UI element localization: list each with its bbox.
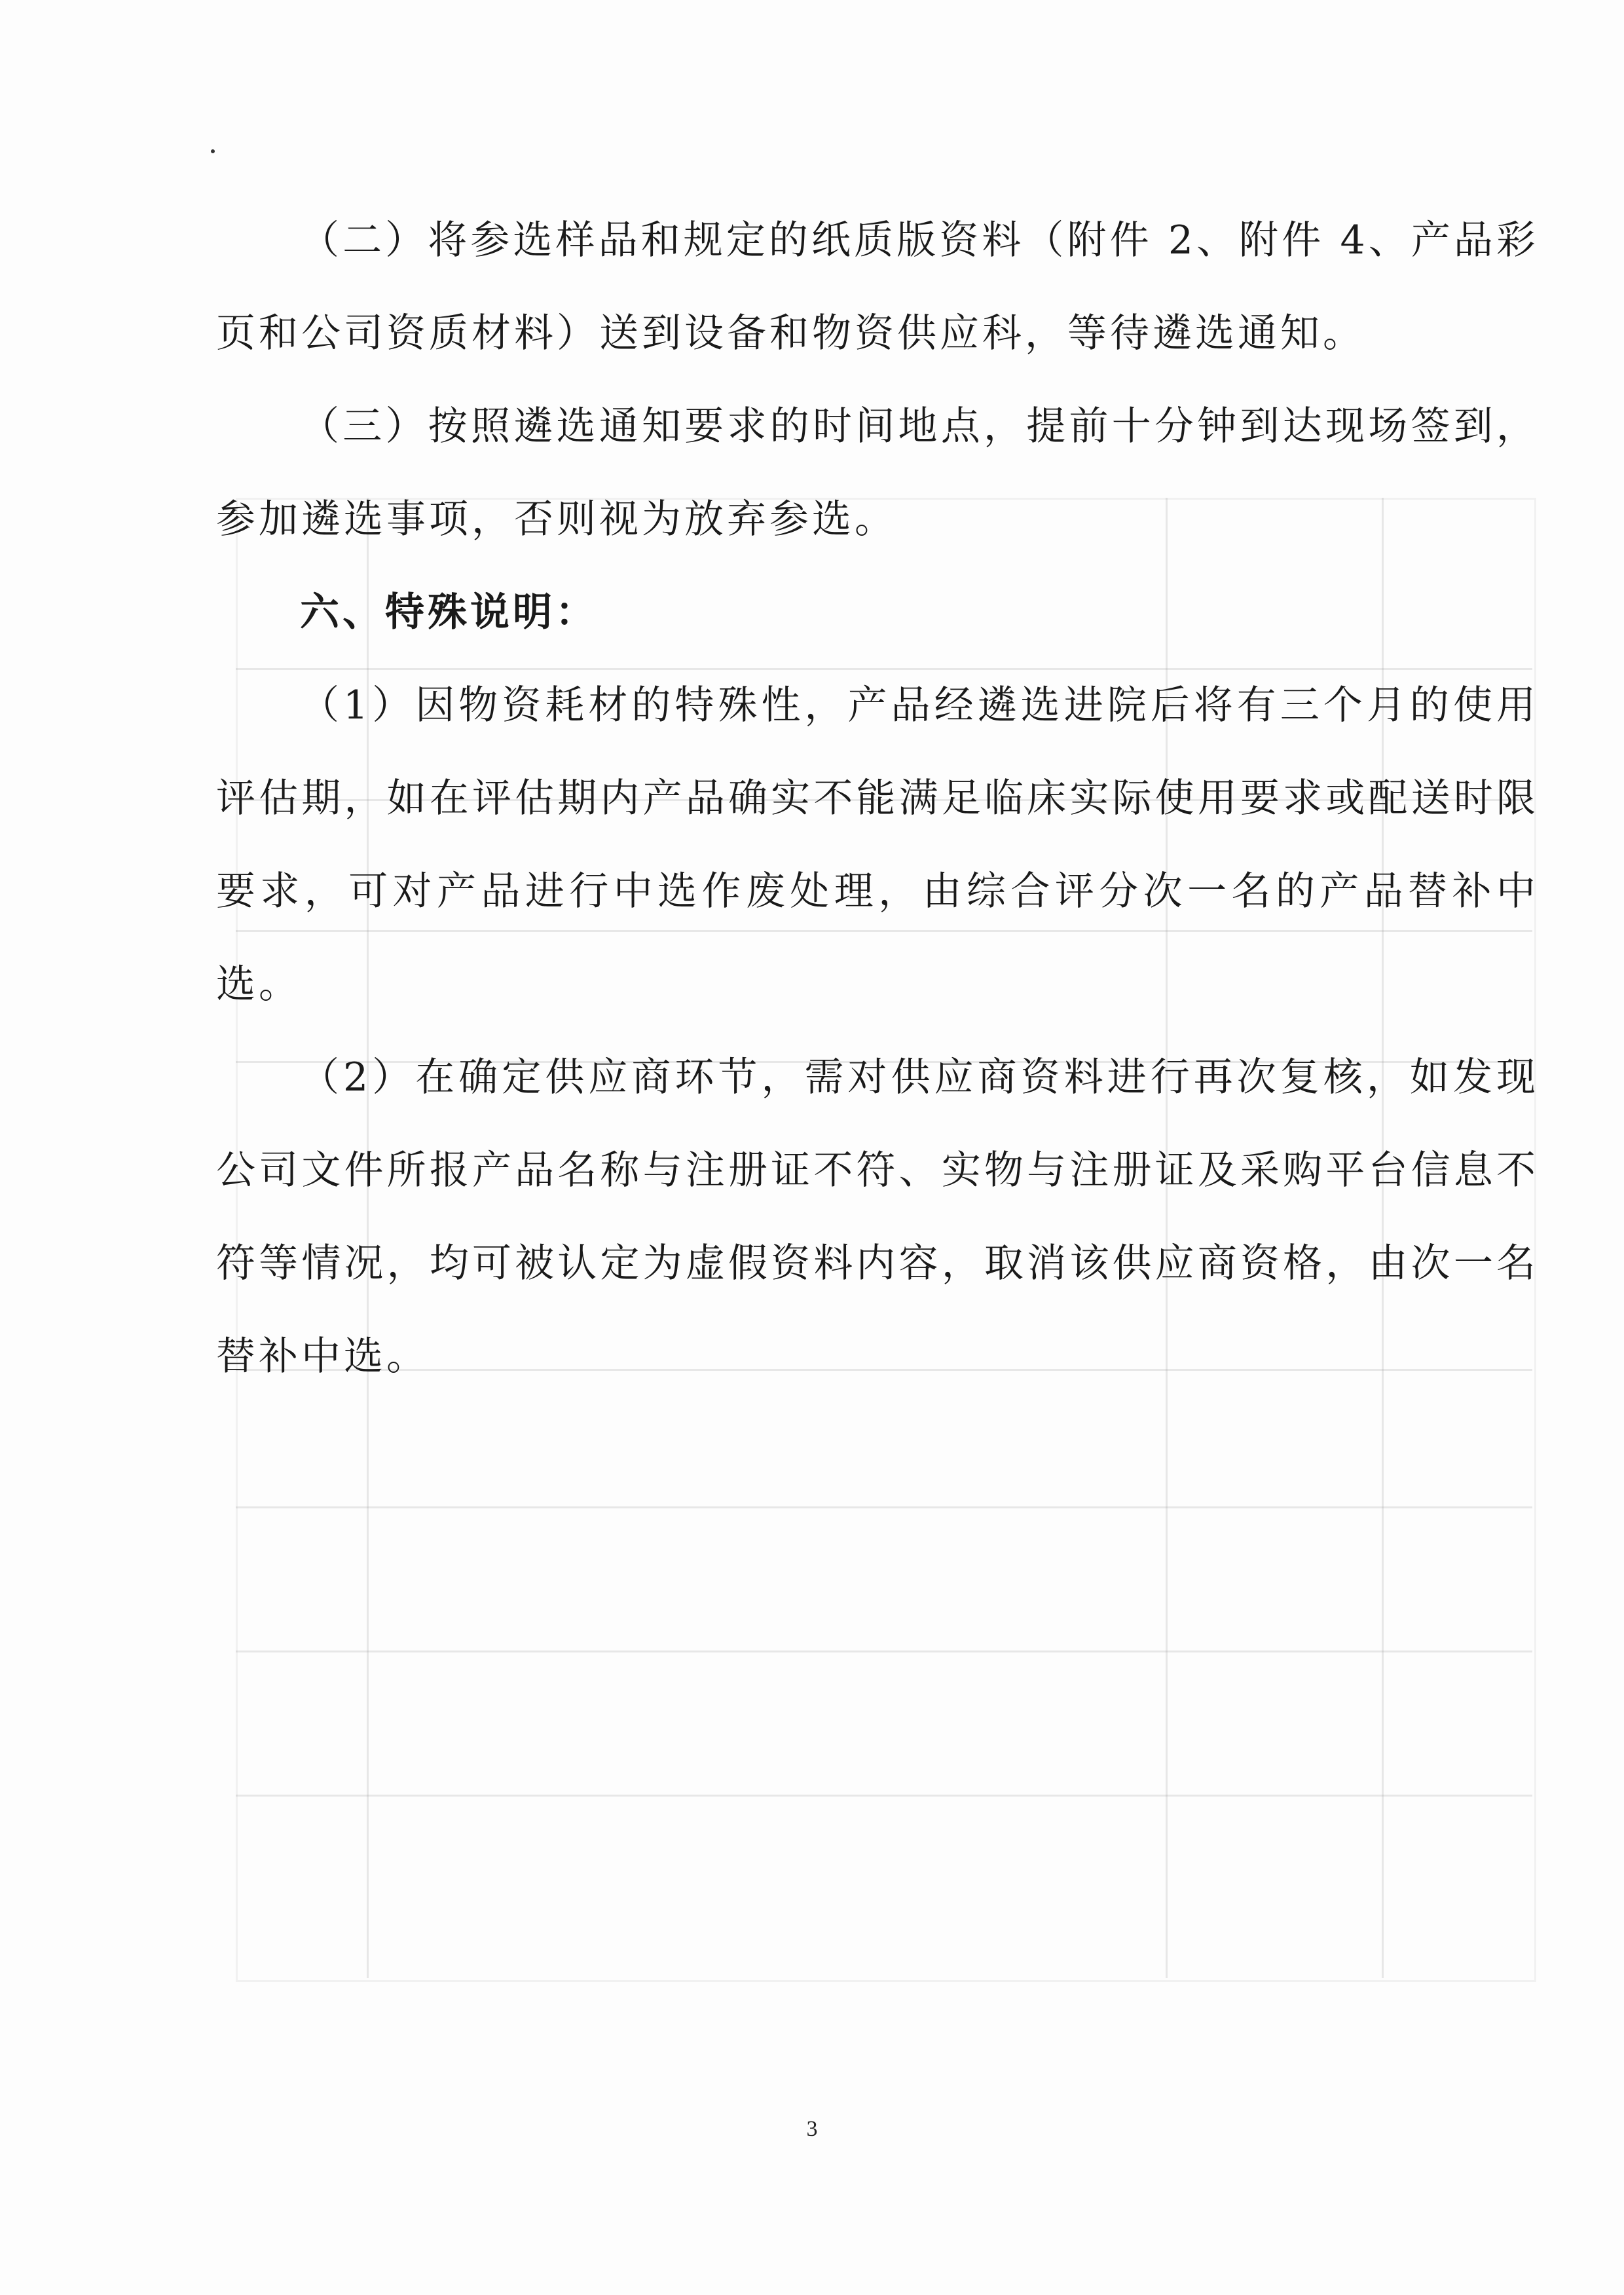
- bleed-through-rule: [236, 1651, 1532, 1652]
- paragraph-submit-materials: （二）将参选样品和规定的纸质版资料（附件 2、附件 4、产品彩页和公司资质材料）送到设备和物资供应科，等待遴选通知。: [216, 217, 1539, 356]
- page-number: 3: [806, 2117, 818, 2141]
- paragraph-sign-in: （三）按照遴选通知要求的时间地点，提前十分钟到达现场签到，参加遴选事项，否则视为放弃参选。: [216, 403, 1539, 542]
- bleed-through-rule: [236, 1795, 1532, 1797]
- bleed-through-rule: [236, 1506, 1532, 1508]
- note-supplier-review: （2）在确定供应商环节，需对供应商资料进行再次复核，如发现公司文件所报产品名称与注册证不符、实物与注册证及采购平台信息不符等情况，均可被认定为虚假资料内容，取消该供应商资格，由次一名替补中选。: [216, 1054, 1539, 1379]
- document-body: [216, 194, 1539, 1403]
- section-heading-special-notes: 六、特殊说明：: [300, 589, 598, 635]
- note-evaluation-period: （1）因物资耗材的特殊性，产品经遴选进院后将有三个月的使用评估期，如在评估期内产品确实不能满足临床实际使用要求或配送时限要求，可对产品进行中选作废处理，由综合评分次一名的产品替补中选。: [216, 682, 1539, 1007]
- stray-dot-mark: [211, 149, 215, 153]
